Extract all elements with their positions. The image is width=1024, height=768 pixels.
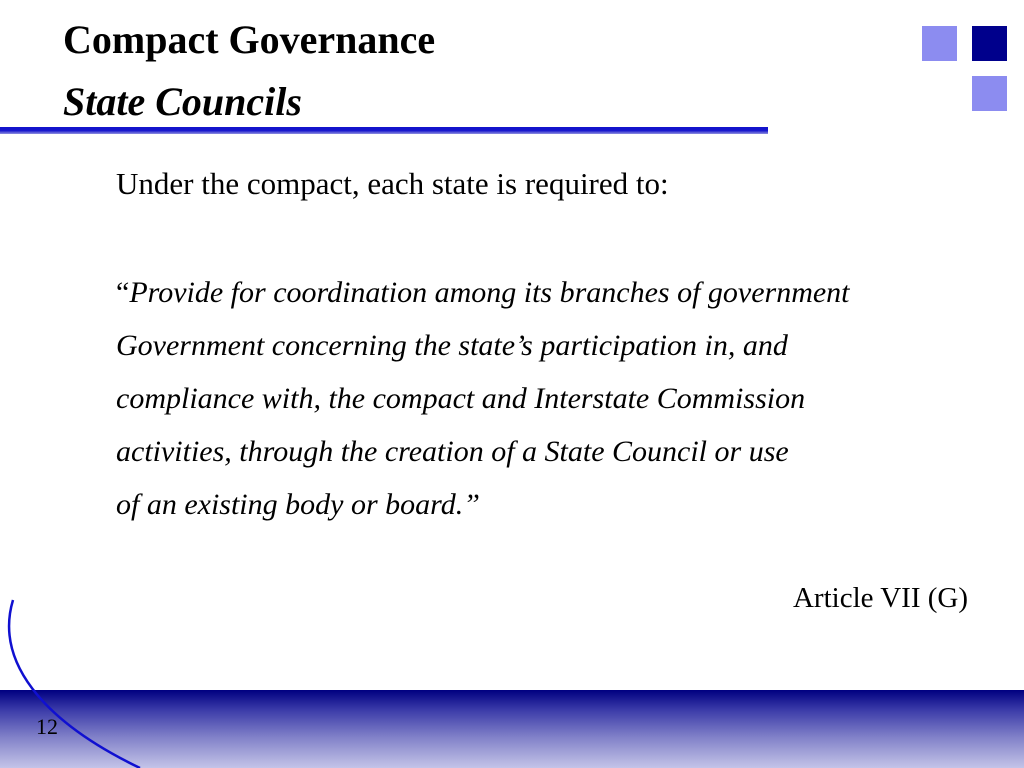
decorative-square-light-lower — [972, 76, 1007, 111]
quote-line: of an existing body or board.” — [116, 488, 480, 521]
intro-text: Under the compact, each state is required to: — [116, 166, 669, 201]
quote-block — [116, 266, 936, 531]
quote-line: compliance with, the compact and Interstate Commission — [116, 382, 806, 415]
slide-subtitle: State Councils — [63, 79, 302, 124]
decorative-square-dark — [972, 26, 1007, 61]
slide-title: Compact Governance — [63, 17, 436, 62]
decorative-square-light — [922, 26, 957, 61]
quote-line — [116, 266, 936, 319]
footer-band — [0, 690, 1024, 768]
title-underline — [0, 127, 768, 134]
quote-line: Government concerning the state’s participation in, and — [116, 329, 788, 362]
quote-line: activities, through the creation of a State Council or use — [116, 435, 789, 468]
article-citation: Article VII (G) — [792, 582, 968, 614]
quote-line-text: Provide for coordination among its branches of government — [129, 276, 850, 309]
slide-number: 12 — [36, 714, 58, 739]
open-quote-mark: “ — [116, 276, 130, 309]
